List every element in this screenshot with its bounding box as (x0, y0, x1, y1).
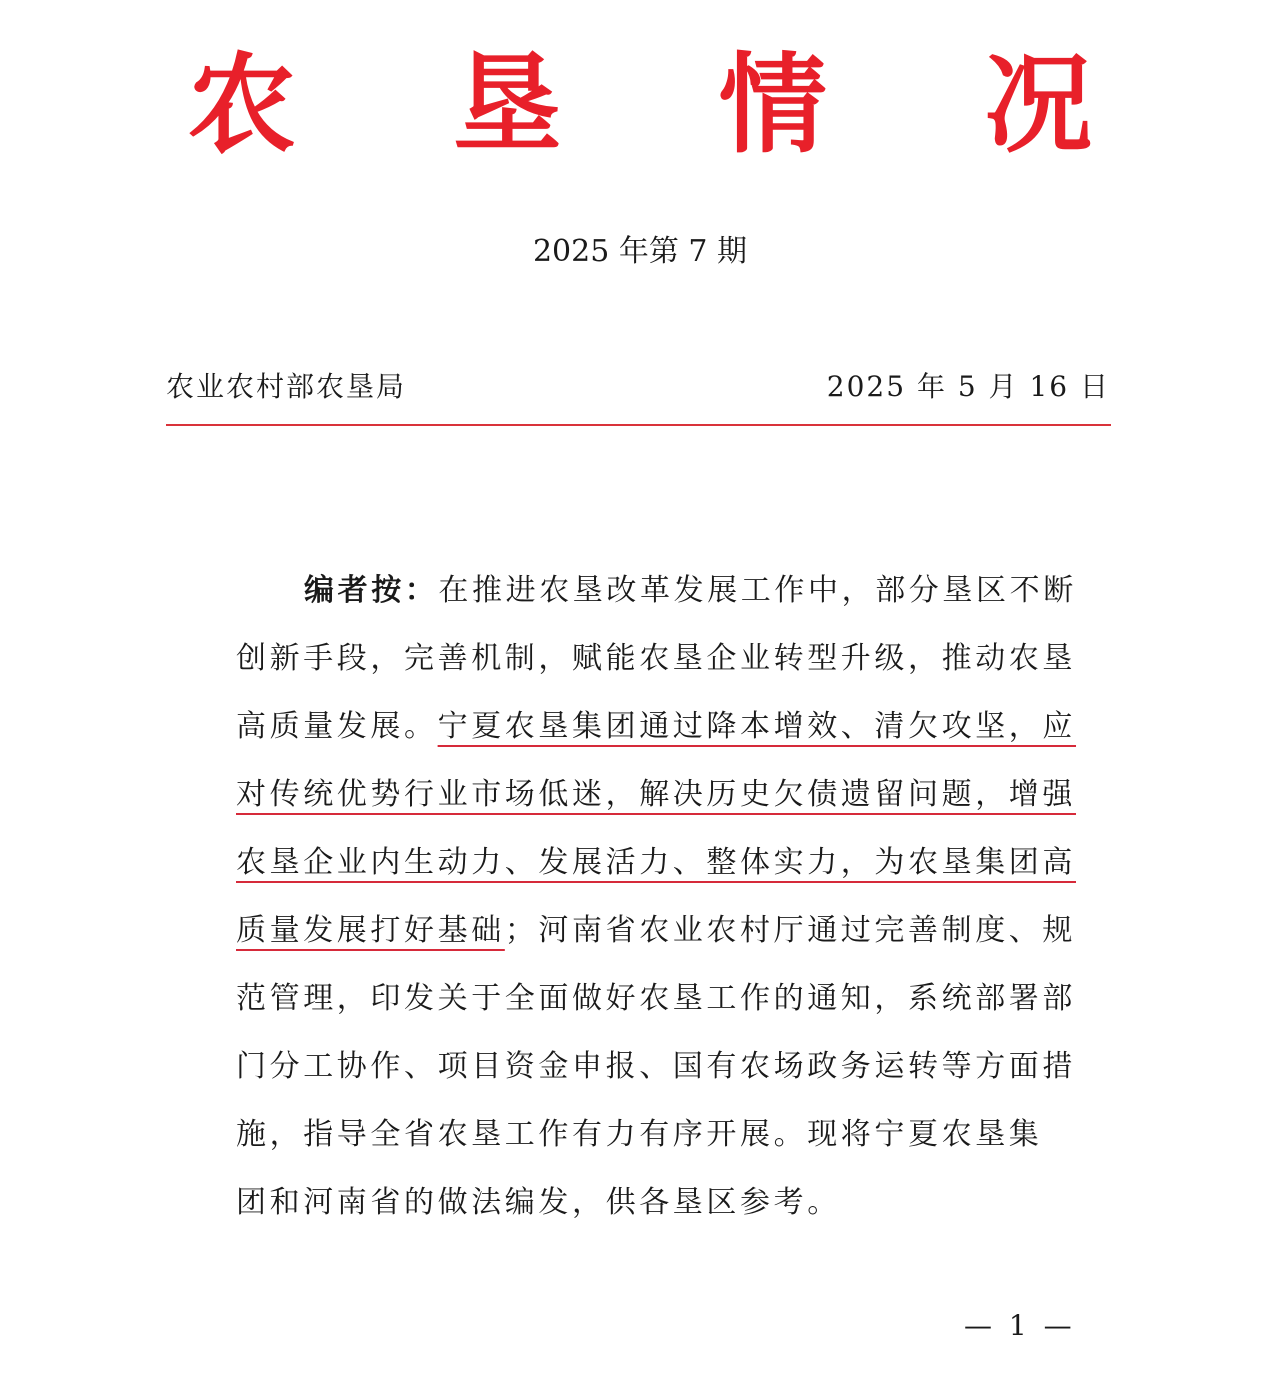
note-line (236, 698, 1077, 766)
note-line (236, 902, 1077, 970)
note-text: 团和河南省的做法编发，供各垦区参考。 (236, 1185, 841, 1220)
editor-note (236, 562, 1077, 1242)
header-red-rule (166, 424, 1111, 426)
editor-note-label: 编者按： (304, 573, 439, 608)
note-line (236, 970, 1076, 1038)
note-line (236, 1174, 1056, 1242)
note-line (236, 562, 1077, 630)
page-number: — 1 — (964, 1309, 1076, 1342)
note-text: ；河南省农业农村厅通过完善制度、规 (504, 913, 1077, 948)
underlined-text: 对传统优势行业市场低迷，解决历史欠债遗留问题，增强 (236, 777, 1076, 812)
note-text: 在推进农垦改革发展工作中，部分垦区不断 (438, 573, 1077, 608)
issue-number: 2025 年第 7 期 (532, 234, 748, 269)
masthead-title: 农 垦 情 况 (187, 42, 1153, 168)
underlined-text: 农垦企业内生动力、发展活力、整体实力，为农垦集团高 (236, 845, 1076, 880)
note-text: 范管理，印发关于全面做好农垦工作的通知，系统部署部 (236, 981, 1076, 1016)
note-line (236, 766, 1076, 834)
note-text: 创新手段，完善机制，赋能农垦企业转型升级，推动农垦 (236, 641, 1076, 676)
note-line (236, 1038, 1076, 1106)
issuing-authority: 农业农村部农垦局 (166, 370, 407, 403)
publication-date: 2025 年 5 月 16 日 (826, 370, 1110, 403)
note-line (236, 630, 1076, 698)
note-line (236, 834, 1076, 902)
underlined-text: 宁夏农垦集团通过降本增效、清欠攻坚，应 (437, 709, 1077, 744)
note-line (236, 1106, 1056, 1174)
underlined-text: 质量发展打好基础 (236, 913, 505, 948)
note-text: 高质量发展。 (236, 709, 438, 744)
note-text: 门分工协作、项目资金申报、国有农场政务运转等方面措 (236, 1049, 1076, 1084)
note-text: 施，指导全省农垦工作有力有序开展。现将宁夏农垦集 (236, 1117, 1043, 1152)
